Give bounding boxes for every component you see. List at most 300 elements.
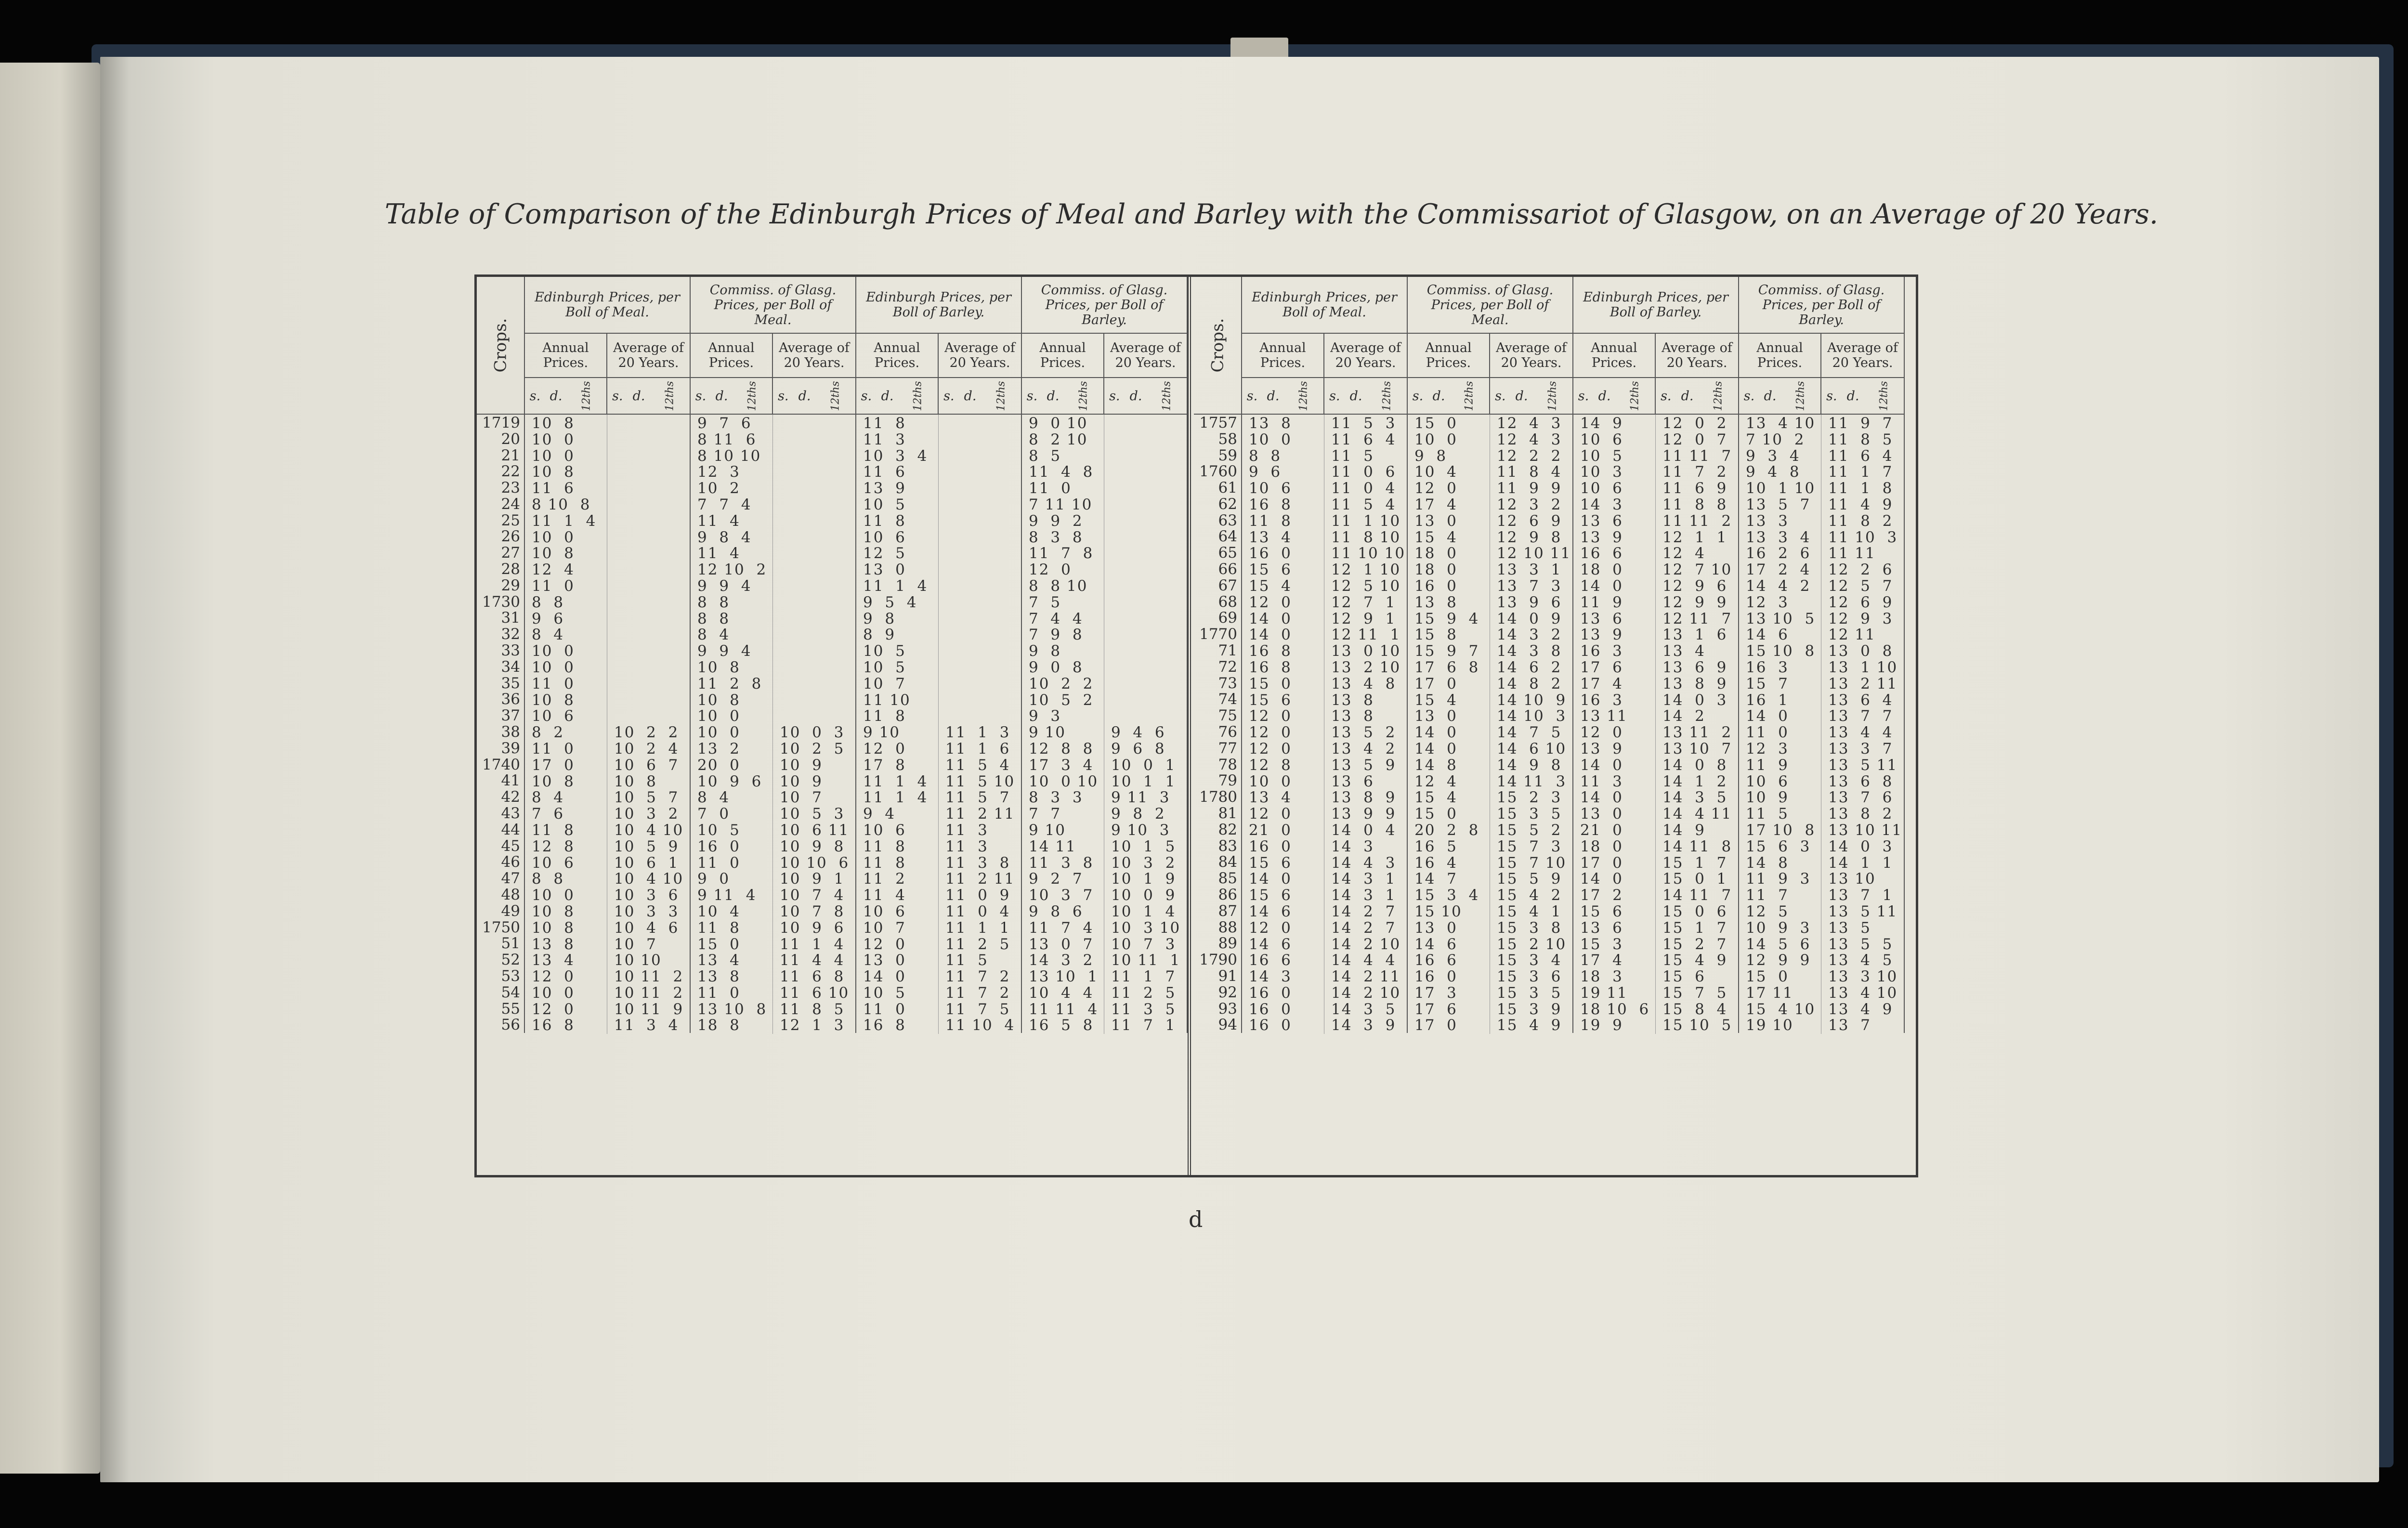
- unit-twelfths: 12ths: [1712, 380, 1725, 411]
- crop-year: 28: [477, 561, 525, 577]
- annual-price: 11 0: [1022, 480, 1104, 497]
- price-cell-group: [856, 1001, 1022, 1017]
- annual-price: 9 9 4: [691, 577, 773, 595]
- price-cell-group: [1408, 692, 1573, 708]
- unit-pence: d.: [715, 388, 728, 404]
- price-cell-group: [691, 757, 856, 773]
- average-price: 13 8: [1331, 707, 1374, 725]
- crop-year: 52: [477, 952, 525, 968]
- average-price: 14 6 2: [1497, 658, 1562, 676]
- annual-price: 10 0 10: [1022, 773, 1104, 790]
- price-cell-group: [1573, 919, 1739, 936]
- crop-year: 79: [1194, 773, 1242, 789]
- annual-price: 9 0: [691, 870, 773, 888]
- unit-pence: d.: [1764, 388, 1777, 404]
- price-cell-group: [525, 887, 691, 903]
- annual-price: 17 6 8: [1408, 659, 1490, 676]
- crop-year: 65: [1194, 545, 1242, 561]
- annual-price: 9 4: [856, 805, 939, 823]
- annual-price: 17 6: [1408, 1001, 1490, 1018]
- average-20-years-header: Average of 20 Years.: [613, 340, 684, 370]
- price-cell-group: [1242, 1001, 1408, 1017]
- average-price: [1104, 707, 1187, 725]
- average-price: [939, 577, 1021, 595]
- crop-year: 36: [477, 692, 525, 708]
- average-price: 10 6 7: [614, 756, 679, 774]
- price-cell-group: [691, 561, 856, 577]
- average-price: 14 6 10: [1497, 740, 1567, 757]
- price-cell-group: [1739, 577, 1905, 594]
- annual-price: 14 6: [1408, 936, 1490, 953]
- average-price: 11 11 2: [1662, 512, 1732, 530]
- average-price: 11 7 2: [945, 984, 1010, 1002]
- average-20-years-header: Average of 20 Years.: [944, 340, 1015, 370]
- price-cell-group: [691, 870, 856, 887]
- annual-price: 17 0: [1408, 1017, 1490, 1034]
- average-price: [1104, 561, 1187, 578]
- average-price: 12 7 10: [1662, 561, 1732, 579]
- price-cell-group: [1242, 919, 1408, 936]
- annual-price: 15 0: [1739, 968, 1821, 985]
- unit-twelfths: 12ths: [1297, 380, 1310, 411]
- crop-year: 66: [1194, 561, 1242, 577]
- crop-year: 29: [477, 577, 525, 594]
- price-cell-group: [856, 431, 1022, 447]
- annual-price: 15 7: [1739, 675, 1821, 692]
- price-cell-group: [1242, 707, 1408, 724]
- average-price: 15 1 7: [1662, 919, 1727, 937]
- price-cell-group: [1408, 773, 1573, 789]
- annual-price: 11 1 4: [856, 773, 939, 790]
- annual-price: 14 0: [1573, 789, 1656, 806]
- annual-price: 17 3: [1408, 984, 1490, 1002]
- annual-price: 11 8: [525, 822, 607, 839]
- average-price: 14 11 3: [1497, 772, 1567, 790]
- annual-price: 14 6: [1242, 903, 1324, 920]
- annual-prices-header: Annual Prices.: [1408, 334, 1490, 377]
- price-cell-group: [691, 789, 856, 805]
- average-price: [1104, 545, 1187, 562]
- annual-price: 11 6: [525, 480, 607, 497]
- average-price: 12 9 9: [1662, 593, 1727, 611]
- unit-shillings: s.: [1026, 388, 1038, 404]
- price-cell-group: [1573, 545, 1739, 561]
- average-price: [939, 626, 1021, 643]
- crop-year: 89: [1194, 936, 1242, 952]
- unit-twelfths: 12ths: [1629, 380, 1641, 411]
- price-cell-group: [1242, 968, 1408, 984]
- price-cell-group: [525, 594, 691, 610]
- price-cell-group: [1573, 496, 1739, 512]
- average-price: 14 11 7: [1662, 887, 1732, 904]
- average-price: 11 2 11: [945, 805, 1015, 823]
- unit-shillings: s.: [1495, 388, 1506, 404]
- annual-price: 16 0: [691, 838, 773, 855]
- average-price: [939, 415, 1021, 432]
- average-price: 14 0 8: [1662, 756, 1727, 774]
- average-price: 10 2 5: [780, 740, 845, 757]
- average-price: 11 1 8: [1828, 480, 1893, 497]
- annual-price: 10 7: [856, 675, 939, 692]
- price-cell-group: [1573, 903, 1739, 919]
- price-cell-group: [1739, 659, 1905, 675]
- average-price: 11 7 2: [1662, 463, 1727, 481]
- crops-header: [477, 277, 525, 415]
- average-price: 11 3: [945, 837, 988, 855]
- average-price: 12 3 2: [1497, 496, 1562, 513]
- annual-price: 12 3: [1739, 740, 1821, 757]
- price-cell-group: [1242, 496, 1408, 512]
- average-price: [773, 561, 855, 578]
- annual-price: 10 0: [525, 984, 607, 1002]
- price-cell-group: [1739, 789, 1905, 805]
- price-cell-group: [1242, 952, 1408, 968]
- price-cell-group: [1408, 561, 1573, 577]
- subheader-row: [525, 334, 691, 378]
- average-price: 11 1 4: [780, 935, 845, 953]
- price-cell-group: [1573, 675, 1739, 692]
- price-cell-group: [1022, 692, 1188, 708]
- price-cell-group: [1739, 447, 1905, 464]
- price-cell-group: [1408, 447, 1573, 464]
- annual-price: 10 3: [1573, 463, 1656, 481]
- price-cell-group: [1022, 610, 1188, 627]
- annual-price: 11 7 8: [1022, 545, 1104, 562]
- annual-price: 10 4: [691, 903, 773, 920]
- average-price: 13 0 8: [1828, 642, 1893, 660]
- average-price: 10 7 4: [780, 887, 845, 904]
- annual-price: 13 0: [1408, 919, 1490, 937]
- price-cell-group: [1739, 757, 1905, 773]
- average-price: [773, 594, 855, 611]
- average-price: 13 8 2: [1828, 805, 1893, 823]
- price-cell-group: [1573, 870, 1739, 887]
- price-cell-group: [1022, 512, 1188, 529]
- average-price: 15 3 5: [1497, 984, 1562, 1002]
- annual-price: 8 2: [525, 724, 607, 741]
- average-price: 12 11 1: [1331, 626, 1401, 644]
- average-price: [1104, 447, 1187, 465]
- average-price: 14 2 7: [1331, 919, 1396, 937]
- price-cell-group: [856, 838, 1022, 854]
- price-cell-group: [1022, 724, 1188, 740]
- annual-price: 18 10 6: [1573, 1001, 1656, 1018]
- unit-shillings: s.: [1661, 388, 1672, 404]
- price-cell-group: [525, 675, 691, 692]
- average-price: [607, 431, 690, 448]
- average-price: 10 1 4: [1111, 902, 1176, 920]
- price-cell-group: [691, 952, 856, 968]
- annual-price: 10 3 4: [856, 447, 939, 465]
- price-cell-group: [1739, 480, 1905, 496]
- average-price: 13 7 6: [1828, 789, 1893, 807]
- annual-price: 13 9: [856, 480, 939, 497]
- annual-price: 13 4: [691, 952, 773, 969]
- price-cell-group: [1242, 577, 1408, 594]
- price-cell-group: [1573, 1017, 1739, 1033]
- annual-price: 10 9 3: [1739, 919, 1821, 937]
- average-price: 14 4 11: [1662, 805, 1732, 823]
- crop-year: 20: [477, 431, 525, 447]
- annual-price: 11 9 3: [1739, 870, 1821, 888]
- annual-price: 13 0: [856, 561, 939, 578]
- price-cell-group: [691, 773, 856, 789]
- average-price: 13 4 10: [1828, 984, 1898, 1002]
- unit-shillings: s.: [1109, 388, 1120, 404]
- average-price: 13 2 10: [1331, 658, 1401, 676]
- annual-price: 13 9: [1573, 529, 1656, 546]
- price-cell-group: [525, 642, 691, 659]
- average-price: 14 2 7: [1331, 902, 1396, 920]
- annual-price: 12 0: [525, 1001, 607, 1018]
- annual-price: 11 2: [856, 870, 939, 888]
- average-price: 15 0 1: [1662, 870, 1727, 888]
- average-price: [1104, 675, 1187, 692]
- price-cell-group: [1022, 463, 1188, 480]
- average-price: 13 5: [1828, 919, 1871, 937]
- annual-price: 10 2 2: [1022, 675, 1104, 692]
- average-price: 11 6 9: [1662, 480, 1727, 497]
- unit-twelfths: 12ths: [1463, 380, 1476, 411]
- average-price: 10 3 6: [614, 887, 679, 904]
- annual-price: 12 4: [525, 561, 607, 578]
- average-price: 15 1 7: [1662, 854, 1727, 872]
- units-row: [1573, 378, 1739, 415]
- average-price: 11 8 5: [1828, 431, 1893, 448]
- annual-price: 10 8: [691, 659, 773, 676]
- crop-year: 39: [477, 740, 525, 757]
- price-cell-group: [1408, 740, 1573, 757]
- average-price: 10 10 6: [780, 854, 850, 872]
- price-cell-group: [856, 692, 1022, 708]
- crop-year: 67: [1194, 577, 1242, 594]
- average-price: [607, 529, 690, 546]
- price-cell-group: [1022, 936, 1188, 952]
- average-price: 14 4 3: [1331, 854, 1396, 872]
- price-cell-group: [1242, 805, 1408, 822]
- annual-price: 14 0: [1573, 577, 1656, 595]
- crop-year: 46: [477, 854, 525, 871]
- price-cell-group: [1408, 545, 1573, 561]
- average-price: 14 0 9: [1497, 610, 1562, 627]
- crop-year: 43: [477, 805, 525, 822]
- price-cell-group: [1022, 626, 1188, 642]
- price-cell-group: [1408, 952, 1573, 968]
- annual-price: 10 8: [525, 415, 607, 432]
- annual-price: 10 0: [1242, 431, 1324, 448]
- crop-year: 55: [477, 1001, 525, 1017]
- average-price: 12 2 6: [1828, 561, 1893, 579]
- average-price: 9 11 3: [1111, 789, 1170, 807]
- average-price: 10 9 8: [780, 837, 845, 855]
- price-cell-group: [856, 740, 1022, 757]
- average-price: [939, 463, 1021, 481]
- annual-price: 20 0: [691, 757, 773, 774]
- annual-price: 11 8: [1242, 512, 1324, 530]
- annual-price: 16 6: [1242, 952, 1324, 969]
- annual-price: 15 10 8: [1739, 642, 1821, 660]
- annual-price: 15 3 4: [1408, 887, 1490, 904]
- annual-price: 10 5: [856, 659, 939, 676]
- price-cell-group: [856, 984, 1022, 1001]
- average-price: 10 5 3: [780, 805, 845, 823]
- annual-price: 10 6: [856, 903, 939, 920]
- average-price: 14 3 2: [1497, 626, 1562, 644]
- annual-price: 8 8: [525, 594, 607, 611]
- average-price: 12 9 3: [1828, 610, 1893, 627]
- average-price: [773, 610, 855, 627]
- annual-price: 18 3: [1573, 968, 1656, 985]
- price-cell-group: [1242, 545, 1408, 561]
- average-price: [1104, 529, 1187, 546]
- price-cell-group: [1739, 919, 1905, 936]
- price-cell-group: [1739, 805, 1905, 822]
- annual-price: 12 0: [525, 968, 607, 985]
- annual-price: 13 10 8: [691, 1001, 773, 1018]
- unit-shillings: s.: [1826, 388, 1837, 404]
- annual-price: 10 1 10: [1739, 480, 1821, 497]
- price-cell-group: [1022, 757, 1188, 773]
- price-cell-group: [691, 512, 856, 529]
- price-cell-group: [691, 577, 856, 594]
- average-price: 10 9 6: [780, 919, 845, 937]
- annual-price: 16 0: [1242, 1001, 1324, 1018]
- average-price: 11 1 10: [1331, 512, 1401, 530]
- annual-price: 12 3: [1739, 594, 1821, 611]
- average-20-years-header: Average of 20 Years.: [779, 340, 850, 370]
- price-cell-group: [691, 838, 856, 854]
- price-cell-group: [1573, 692, 1739, 708]
- average-price: 13 6 4: [1828, 691, 1893, 709]
- average-price: [773, 480, 855, 497]
- average-20-years-header: Average of 20 Years.: [1496, 340, 1567, 370]
- annual-price: 16 0: [1242, 984, 1324, 1002]
- average-price: 10 5 9: [614, 837, 679, 855]
- average-price: [607, 577, 690, 595]
- unit-shillings: s.: [695, 388, 707, 404]
- annual-price: 8 10 10: [691, 447, 773, 465]
- annual-price: 8 3 3: [1022, 789, 1104, 806]
- group-header: Commiss. of Glasg. Prices, per Boll of Meal.: [1408, 277, 1573, 334]
- average-price: 11 3: [945, 821, 988, 839]
- annual-price: 10 0: [525, 642, 607, 660]
- average-price: 10 10: [614, 952, 662, 969]
- price-cell-group: [691, 887, 856, 903]
- average-price: [939, 447, 1021, 465]
- average-price: 11 5: [945, 952, 988, 969]
- average-price: [1104, 659, 1187, 676]
- average-20-years-header: Average of 20 Years.: [1827, 340, 1898, 370]
- price-cell-group: [525, 659, 691, 675]
- price-cell-group: [1408, 707, 1573, 724]
- average-price: [939, 480, 1021, 497]
- crop-year: 1760: [1194, 463, 1242, 480]
- average-price: 10 1 5: [1111, 837, 1176, 855]
- average-price: [773, 675, 855, 692]
- price-cell-group: [1242, 480, 1408, 496]
- average-price: 13 6: [1331, 772, 1374, 790]
- price-cell-group: [691, 740, 856, 757]
- annual-price: 12 8: [525, 838, 607, 855]
- annual-price: 10 5: [856, 496, 939, 513]
- annual-price: 8 2 10: [1022, 431, 1104, 448]
- average-price: 11 1 1: [945, 919, 1010, 937]
- average-price: [607, 545, 690, 562]
- annual-price: 8 11 6: [691, 431, 773, 448]
- price-cell-group: [1739, 561, 1905, 577]
- annual-price: 15 4: [1408, 789, 1490, 806]
- annual-price: 16 0: [1242, 838, 1324, 855]
- price-cell-group: [525, 740, 691, 757]
- average-price: 11 3 8: [945, 854, 1010, 872]
- price-cell-group: [1408, 968, 1573, 984]
- annual-price: 13 6: [1573, 512, 1656, 530]
- average-price: 15 4 2: [1497, 887, 1562, 904]
- average-price: 14 11 8: [1662, 837, 1732, 855]
- crop-year: 21: [477, 447, 525, 464]
- average-price: 13 7 7: [1828, 707, 1893, 725]
- annual-price: 14 6: [1242, 936, 1324, 953]
- price-cell-group: [1022, 984, 1188, 1001]
- crop-year: 1790: [1194, 952, 1242, 968]
- price-cell-group: [525, 1017, 691, 1033]
- annual-price: 11 2 8: [691, 675, 773, 692]
- annual-price: 9 8: [1408, 447, 1490, 465]
- price-cell-group: [1573, 936, 1739, 952]
- average-price: 15 7 5: [1662, 984, 1727, 1002]
- unit-shillings: s.: [1329, 388, 1340, 404]
- average-price: [939, 707, 1021, 725]
- annual-price: 14 0: [1739, 707, 1821, 725]
- annual-price: 16 0: [1408, 577, 1490, 595]
- price-cell-group: [525, 984, 691, 1001]
- annual-price: 10 5 2: [1022, 692, 1104, 709]
- price-cell-group: [856, 561, 1022, 577]
- unit-pence: d.: [1681, 388, 1694, 404]
- price-cell-group: [691, 480, 856, 496]
- annual-price: 8 8: [1242, 447, 1324, 465]
- average-price: [607, 415, 690, 432]
- crop-year: 53: [477, 968, 525, 984]
- price-cell-group: [525, 854, 691, 871]
- crop-year: 26: [477, 529, 525, 545]
- annual-price: 7 6: [525, 805, 607, 823]
- annual-price: 16 8: [1242, 642, 1324, 660]
- average-price: 11 5 10: [945, 772, 1015, 790]
- annual-price: 7 7 4: [691, 496, 773, 513]
- price-cell-group: [691, 854, 856, 871]
- unit-shillings: s.: [1246, 388, 1258, 404]
- price-cell-group: [1242, 561, 1408, 577]
- average-price: 13 3 1: [1497, 561, 1562, 579]
- price-cell-group: [1739, 692, 1905, 708]
- unit-pence: d.: [798, 388, 811, 404]
- crop-year: 94: [1194, 1017, 1242, 1033]
- annual-price: 17 0: [1408, 675, 1490, 692]
- average-price: 15 5 2: [1497, 821, 1562, 839]
- average-price: [773, 692, 855, 709]
- annual-price: 13 6: [1573, 610, 1656, 627]
- annual-price: 11 1 4: [525, 512, 607, 530]
- left-page-edge: [0, 63, 100, 1474]
- price-cell-group: [1573, 594, 1739, 610]
- price-cell-group: [1242, 1017, 1408, 1033]
- average-price: 13 7 3: [1497, 577, 1562, 595]
- price-cell-group: [525, 952, 691, 968]
- crop-year: 35: [477, 675, 525, 692]
- annual-price: 10 5: [691, 822, 773, 839]
- average-price: [607, 659, 690, 676]
